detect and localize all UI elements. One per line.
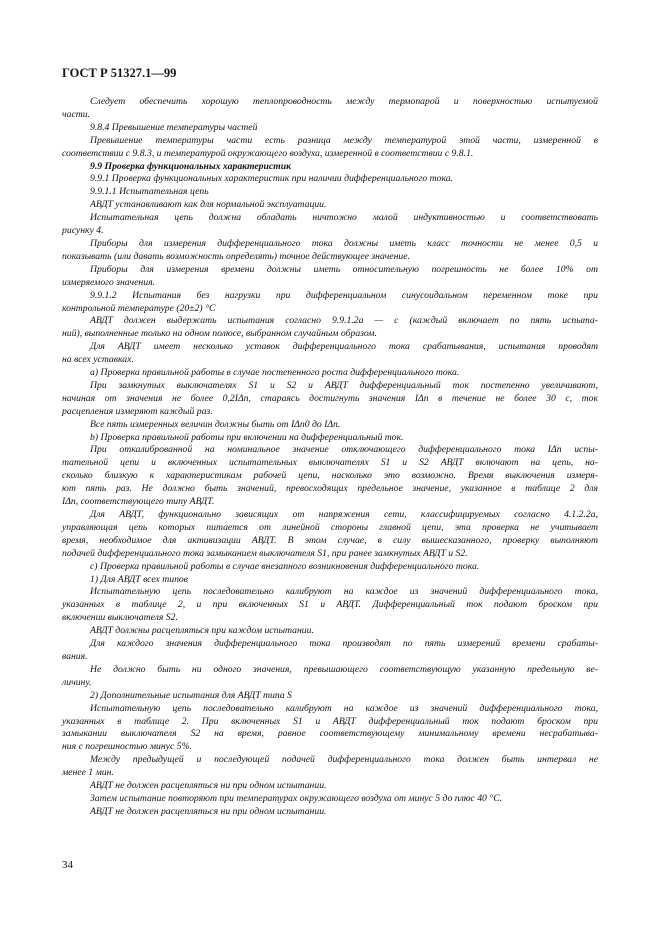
text-line: замыкании выключателя S2 на время, равное соответствующему минимальному времени несрабатыва-: [62, 728, 598, 740]
text-line: ния с погрешностью минус 5%.: [62, 741, 193, 753]
text-line: Приборы для измерения дифференциального тока должны иметь класс точности не менее 0,5 и: [90, 237, 598, 249]
text-line: 9.9.1.1 Испытательная цепь: [90, 186, 209, 198]
text-line: Затем испытание повторяют при температурах окружающего воздуха от минус 5 до плюс 40 °С.: [90, 792, 503, 804]
section-heading: 9.9 Проверка функциональных характеристик: [90, 160, 292, 172]
text-line: АВДТ не должен расцепляться ни при одном испытании.: [90, 780, 327, 792]
text-line: Для АВДТ имеет несколько уставок дифференциального тока срабатывания, испытания проводят: [90, 341, 598, 353]
text-line: время, необходимое для активизации АВДТ. В этом случае, в силу вышесказанного, проверку выполняют: [62, 534, 598, 546]
text-line: личину.: [62, 676, 92, 688]
text-line: подачей дифференциального тока замыканием выключателя S1, при ранее замкнутых АВДТ и S2.: [62, 547, 468, 559]
text-line: Не должно быть ни одного значения, превышающего соответствующую указанную предельную ве-: [90, 663, 598, 675]
text-line: показывать (или давать возможность определять) точное действующее значение.: [62, 250, 410, 262]
text-line: Следует обеспечить хорошую теплопроводность между термопарой и поверхностью испытуемой: [90, 96, 598, 107]
text-line: IΔn, соответствующего типу АВДТ.: [62, 496, 215, 508]
text-line: Для каждого значения дифференциального тока производят по пять измерений времени срабаты-: [90, 638, 598, 650]
text-line: 1) Для АВДТ всех типов: [90, 573, 188, 585]
text-line: сколько близкую к характеристикам рабочей цепи, насколько это возможно. Время выключения измеря-: [62, 470, 598, 482]
text-line: АВДТ должен выдержать испытания согласно 9.9.1.2а — с (каждый включает по пять испыта-: [90, 315, 598, 327]
text-line: Приборы для измерения времени должны иметь относительную погрешность не более 10% от: [90, 263, 598, 275]
text-line: 2) Дополнительные испытания для АВДТ типа S: [90, 689, 292, 701]
text-line: 9.9.1.2 Испытания без нагрузки при дифференциальном синусоидальном переменном токе при: [90, 289, 598, 301]
text-line: рисунку 4.: [62, 225, 104, 237]
text-line: АВДТ должны расцепляться при каждом испытании.: [90, 625, 314, 637]
text-line: на всех уставках.: [62, 354, 134, 366]
text-line: части.: [62, 108, 91, 120]
text-line: управляющая цепь которых питается от линейной стороны главной цепи, эта проверка не учитывает: [62, 521, 598, 533]
text-line: ют пять раз. Не должно быть значений, превосходящих предельное значение, указанное в таблице 2 для: [62, 483, 598, 495]
text-line: вания.: [62, 650, 88, 662]
text-line: соответствии с 9.8.3, и температурой окружающего воздуха, измеренной в соответствии с 9.8.1.: [62, 147, 474, 159]
text-line: Между предыдущей и последующей подачей дифференциального тока должен быть интервал не: [90, 754, 598, 766]
text-line: Превышение температуры части есть разница между температурой этой части, измеренной в: [90, 134, 598, 146]
text-line: Испытательную цепь последовательно калибруют на каждое из значений дифференциального тока,: [90, 586, 598, 598]
text-line: тательной цепи и включенных испытательных выключателях S1 и S2 АВДТ включают на цепь, на-: [62, 457, 598, 469]
text-line: Испытательную цепь последовательно калибруют на каждое из значений дифференциального тока,: [90, 702, 598, 714]
text-line: с) Проверка правильной работы в случае внезапного возникновения дифференциального тока.: [90, 560, 480, 572]
text-line: измеряемого значения.: [62, 276, 156, 288]
text-line: Для АВДТ, функционально зависящих от напряжения сети, классифицируемых согласно 4.1.2.2а,: [90, 509, 598, 520]
text-line: начиная от значения не более 0,2IΔn, стараясь достигнуть значения IΔn в течение не более 30 с, ток: [62, 392, 598, 404]
text-line: ний), выполненные только на одном полюсе, выбранном случайным образом.: [62, 328, 377, 340]
text-line: расцепления измеряют каждый раз.: [62, 405, 213, 417]
text-line: При замкнутых выключателях S1 и S2 и АВДТ дифференциальный ток постепенно увеличивают,: [90, 379, 598, 391]
text-line: При откалиброванной на номинальное значение отключающего дифференциального тока IΔn испы-: [90, 444, 598, 456]
text-line: 9.9.1 Проверка функциональных характеристик при наличии дифференциального тока.: [90, 173, 454, 185]
text-line: АВДТ не должен расцепляться ни при одном испытании.: [90, 805, 327, 817]
text-line: АВДТ устанавливают как для нормальной эксплуатации.: [90, 199, 327, 211]
text-line: включении выключателя S2.: [62, 612, 178, 624]
text-line: b) Проверка правильной работы при включении на дифференциальный ток.: [90, 431, 404, 443]
text-line: 9.8.4 Превышение температуры частей: [90, 121, 258, 133]
text-line: указанных в таблице 2, и при включенных S1 и АВДТ. Дифференциальный ток подают броском при: [62, 599, 598, 611]
page-number: 34: [62, 859, 73, 871]
text-line: контрольной температуре (20±2) °С: [62, 302, 216, 314]
text-line: Все пять измеренных величин должны быть от IΔn0 до IΔn.: [90, 418, 341, 430]
text-line: менее 1 мин.: [62, 767, 114, 779]
document-header: ГОСТ Р 51327.1—99: [62, 66, 177, 80]
document-body: [62, 96, 598, 819]
text-line: а) Проверка правильной работы в случае постепенного роста дифференциального тока.: [90, 367, 460, 379]
text-line: Испытательная цепь должна обладать ничтожно малой индуктивностью и соответствовать: [90, 212, 598, 224]
text-line: указанных в таблице 2. При включенных S1 и АВДТ дифференциальный ток подают броском при: [62, 715, 598, 727]
